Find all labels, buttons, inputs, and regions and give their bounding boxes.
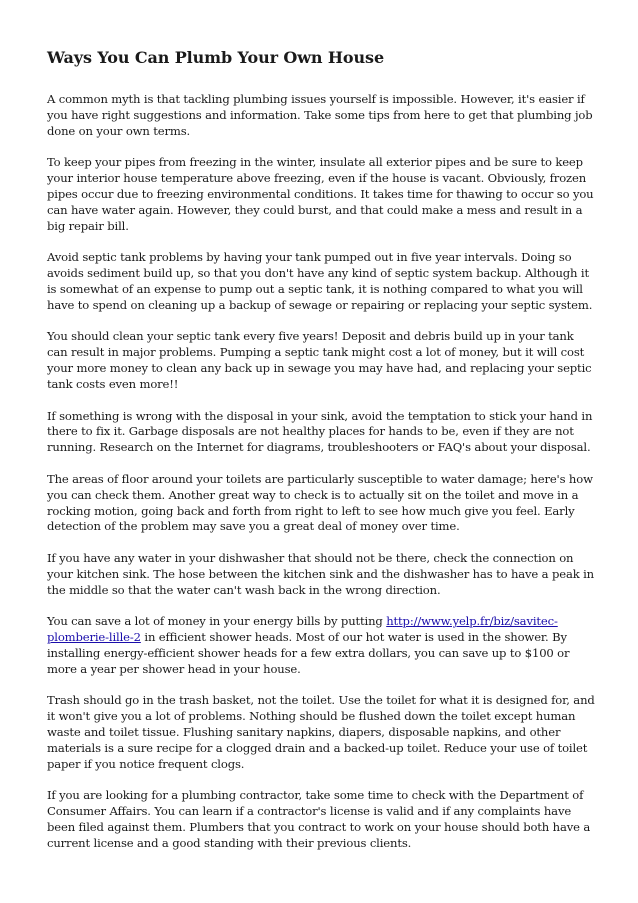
shower-text-before: You can save a lot of money in your energy bills by putting <box>47 614 387 629</box>
paragraph-disposal: If something is wrong with the disposal in your sink, avoid the temptation to stick your hand in there to fix it. Garbage disposals are not healthy places for hands to be, even if they are not running. Research on the Internet for diagrams, troubleshooters or FAQ's about your disposal. <box>47 408 593 455</box>
document-title: Ways You Can Plumb Your Own House <box>47 48 385 67</box>
paragraph-septic-cleaning: You should clean your septic tank every five years! Deposit and debris build up in your tank can result in major problems. Pumping a septic tank might cost a lot of money, but it will cost your more money to clean any back up in sewage you may have had, and replacing your septic tank costs even more!! <box>47 329 592 392</box>
paragraph-intro: A common myth is that tackling plumbing issues yourself is impossible. However, it's easier if you have right suggestions and information. Take some tips from here to get that plumbing job done on your own terms. <box>47 92 593 138</box>
paragraph-contractor: If you are looking for a plumbing contractor, take some time to check with the Department of Consumer Affairs. You can learn if a contractor's license is valid and if any complaints have been filed against them. Plumbers that you contract to work on your house should both have a current license and a good standing with their previous clients. <box>47 788 591 850</box>
paragraph-floor-damage: The areas of floor around your toilets are particularly susceptible to water damage; here's how you can check them. Another great way to check is to actually sit on the toilet and move in a rocking motion, going back and forth from right to left to see how much give you feel. Early detection of the problem may save you a great deal of money over time. <box>47 471 593 534</box>
paragraph-trash: Trash should go in the trash basket, not the toilet. Use the toilet for what it is designed for, and it won't give you a lot of problems. Nothing should be flushed down the toilet except human waste and toilet tissue. Flushing sanitary napkins, diapers, disposable napkins, and other materials is a sure recipe for a clogged drain and a backed-up toilet. Reduce your use of toilet paper if you notice frequent clogs. <box>47 693 595 771</box>
paragraph-dishwasher: If you have any water in your dishwasher that should not be there, check the connection on your kitchen sink. The hose between the kitchen sink and the dishwasher has to have a peak in the middle so that the water can't wash back in the wrong direction. <box>47 550 595 597</box>
paragraph-frozen-pipes: To keep your pipes from freezing in the winter, insulate all exterior pipes and be sure to keep your interior house temperature above freezing, even if the house is vacant. Obviously, frozen pipes occur due to freezing environmental conditions. It takes time for thawing to occur so you can have water again. However, they could burst, and that could make a mess and result in a big repair bill. <box>47 155 594 233</box>
paragraph-septic-intervals: Avoid septic tank problems by having your tank pumped out in five year intervals. Doing so avoids sediment build up, so that you don't have any kind of septic system backup. Although it is somewhat of an expense to pump out a septic tank, it is nothing compared to what you will have to spend on cleaning up a backup of sewage or repairing or replacing your septic system. <box>47 250 593 312</box>
plumber-link[interactable]: http://www.yelp.fr/biz/savitec-plomberie-lille-2 <box>47 614 558 644</box>
paragraph-shower-heads <box>47 614 595 678</box>
shower-text-after: in efficient shower heads. Most of our hot water is used in the shower. By installing energy-efficient shower heads for a few extra dollars, you can save up to $100 or more a year per shower head in your house. <box>47 629 570 676</box>
document-page <box>47 48 595 867</box>
